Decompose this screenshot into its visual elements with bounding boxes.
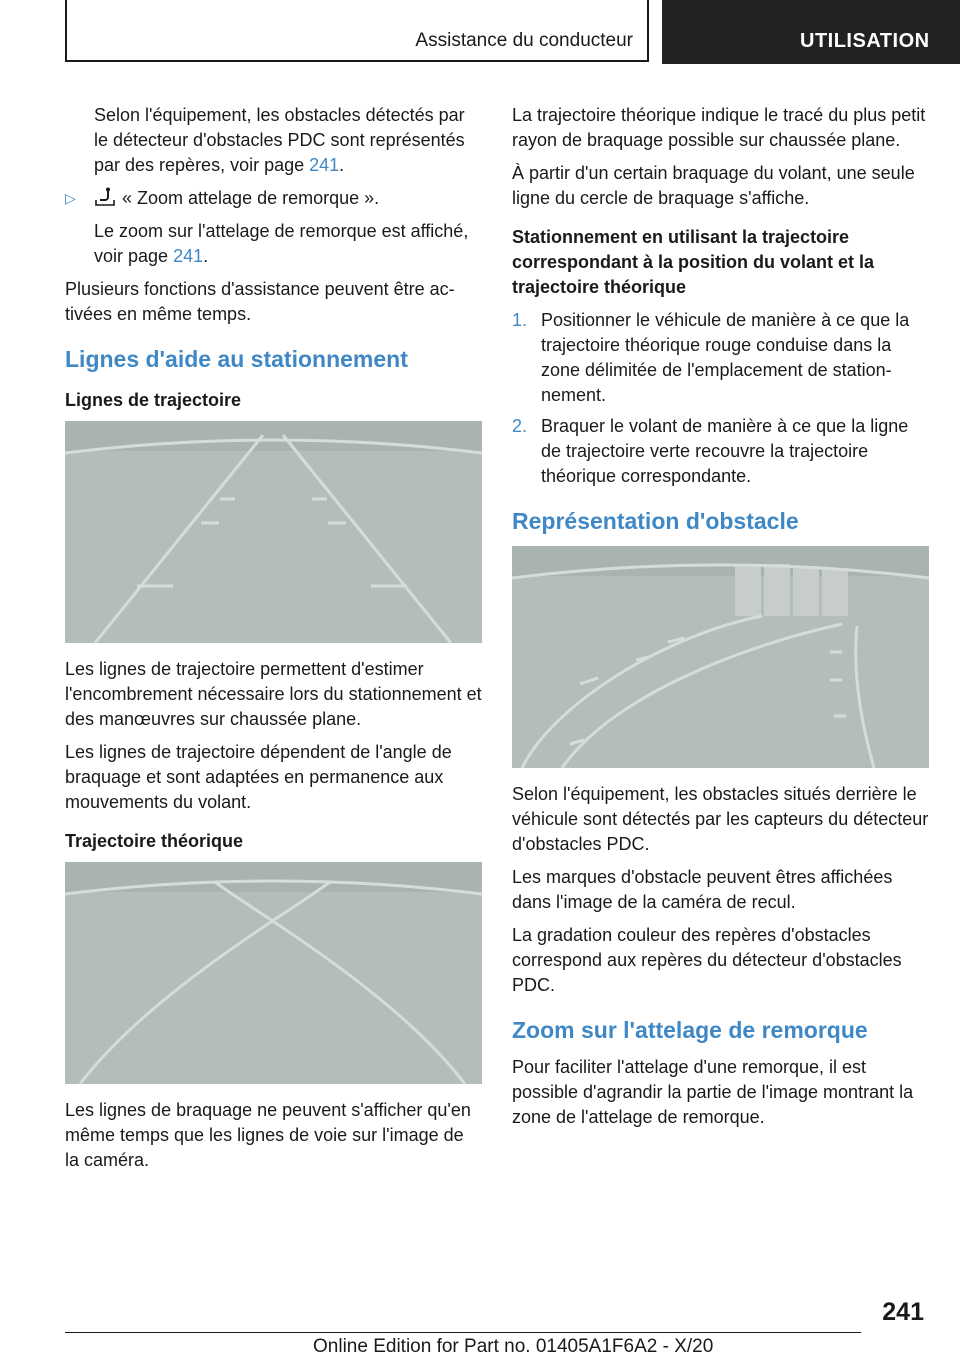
paragraph-trajectory-steering: Les lignes de trajectoire dépendent de l'angle de braquage et sont adaptées en permanence aux mouvements du volant. bbox=[65, 742, 452, 812]
header-chapter-tab bbox=[662, 0, 960, 64]
header-box bbox=[65, 0, 649, 62]
paragraph-obstacle-marks: Les marques d'obstacle peuvent êtres affichées dans l'image de la caméra de recul. bbox=[512, 867, 893, 912]
paragraph-steering-lines: Les lignes de braquage ne peuvent s'afficher qu'en même temps que les lignes de voie sur l'image de la caméra. bbox=[65, 1100, 471, 1170]
trailer-hitch-icon bbox=[94, 187, 116, 207]
step-text: Positionner le véhicule de manière à ce que la trajectoire théorique rouge conduise dans la zone délimitée de l'emplacement de stationnement. bbox=[541, 310, 910, 405]
left-column bbox=[65, 103, 482, 1181]
step-number: 2. bbox=[512, 416, 528, 436]
bullet-arrow-icon: ▷ bbox=[65, 190, 76, 206]
paragraph-theoretical-radius: La trajectoire théorique indique le tracé du plus petit rayon de braquage possible sur chaussée plane. bbox=[512, 105, 926, 150]
bullet-trailer-zoom bbox=[65, 186, 482, 211]
paragraph-trajectory-estimate: Les lignes de trajectoire permettent d'estimer l'encombrement nécessaire lors du stationnement et des manœuvres sur chaussée plane. bbox=[65, 659, 482, 729]
paragraph-color-gradation: La gradation couleur des repères d'obstacles correspond aux repères du détecteur d'obstacles PDC. bbox=[512, 925, 902, 995]
figure-trajectory-lines bbox=[65, 421, 482, 643]
paragraph-pdc-marks: Selon l'équipement, les obstacles détectés par le détecteur d'obstacles PDC sont représentés par des repères, voir page 241. bbox=[94, 105, 465, 175]
paragraph-zoom-displayed: Le zoom sur l'attelage de remorque est affiché, voir page 241. bbox=[94, 221, 469, 266]
step-text: Braquer le volant de manière à ce que la ligne de trajectoire verte recouvre la trajectoire théorique correspondante. bbox=[541, 416, 909, 486]
header-section-title: Assistance du conducteur bbox=[415, 30, 633, 51]
heading-trajectory-lines: Lignes de trajectoire bbox=[65, 390, 242, 410]
paragraph-obstacles-detected: Selon l'équipement, les obstacles situés derrière le véhicule sont détectés par les capteurs du détecteur d'obstacles PDC. bbox=[512, 784, 929, 854]
footer-edition: Online Edition for Part no. 01405A1F6A2 - X/20 bbox=[313, 1336, 714, 1357]
heading-parking-procedure: Stationnement en utilisant la trajectoire correspondant à la position du volant et la trajectoire théorique bbox=[512, 227, 875, 297]
page-number: 241 bbox=[882, 1298, 924, 1326]
step-number: 1. bbox=[512, 310, 528, 330]
heading-trailer-zoom: Zoom sur l'attelage de remorque bbox=[512, 1017, 868, 1043]
figure-obstacle-display bbox=[512, 546, 929, 768]
right-column bbox=[512, 103, 930, 1138]
paragraph-multiple-functions: Plusieurs fonctions d'assistance peuvent être activées en même temps. bbox=[65, 279, 455, 324]
footer-divider bbox=[65, 1332, 861, 1333]
paragraph-single-line: À partir d'un certain braquage du volant, une seule ligne du cercle de braquage s'affiche. bbox=[512, 163, 915, 208]
figure-theoretical-trajectory bbox=[65, 862, 482, 1084]
header-chapter-label: UTILISATION bbox=[800, 30, 930, 52]
heading-parking-lines: Lignes d'aide au stationnement bbox=[65, 346, 408, 372]
page-link[interactable]: 241 bbox=[173, 246, 204, 266]
heading-theoretical-trajectory: Trajectoire théorique bbox=[65, 831, 244, 851]
heading-obstacle-display: Représentation d'obstacle bbox=[512, 508, 799, 534]
list-item bbox=[512, 308, 930, 408]
list-item bbox=[512, 414, 930, 489]
page-link[interactable]: 241 bbox=[309, 155, 340, 175]
bullet-text: « Zoom attelage de remorque ». bbox=[122, 188, 380, 208]
paragraph-trailer-zoom: Pour faciliter l'attelage d'une remorque, il est possible d'agrandir la partie de l'image montrant la zone de l'attelage de remorque. bbox=[512, 1057, 914, 1127]
